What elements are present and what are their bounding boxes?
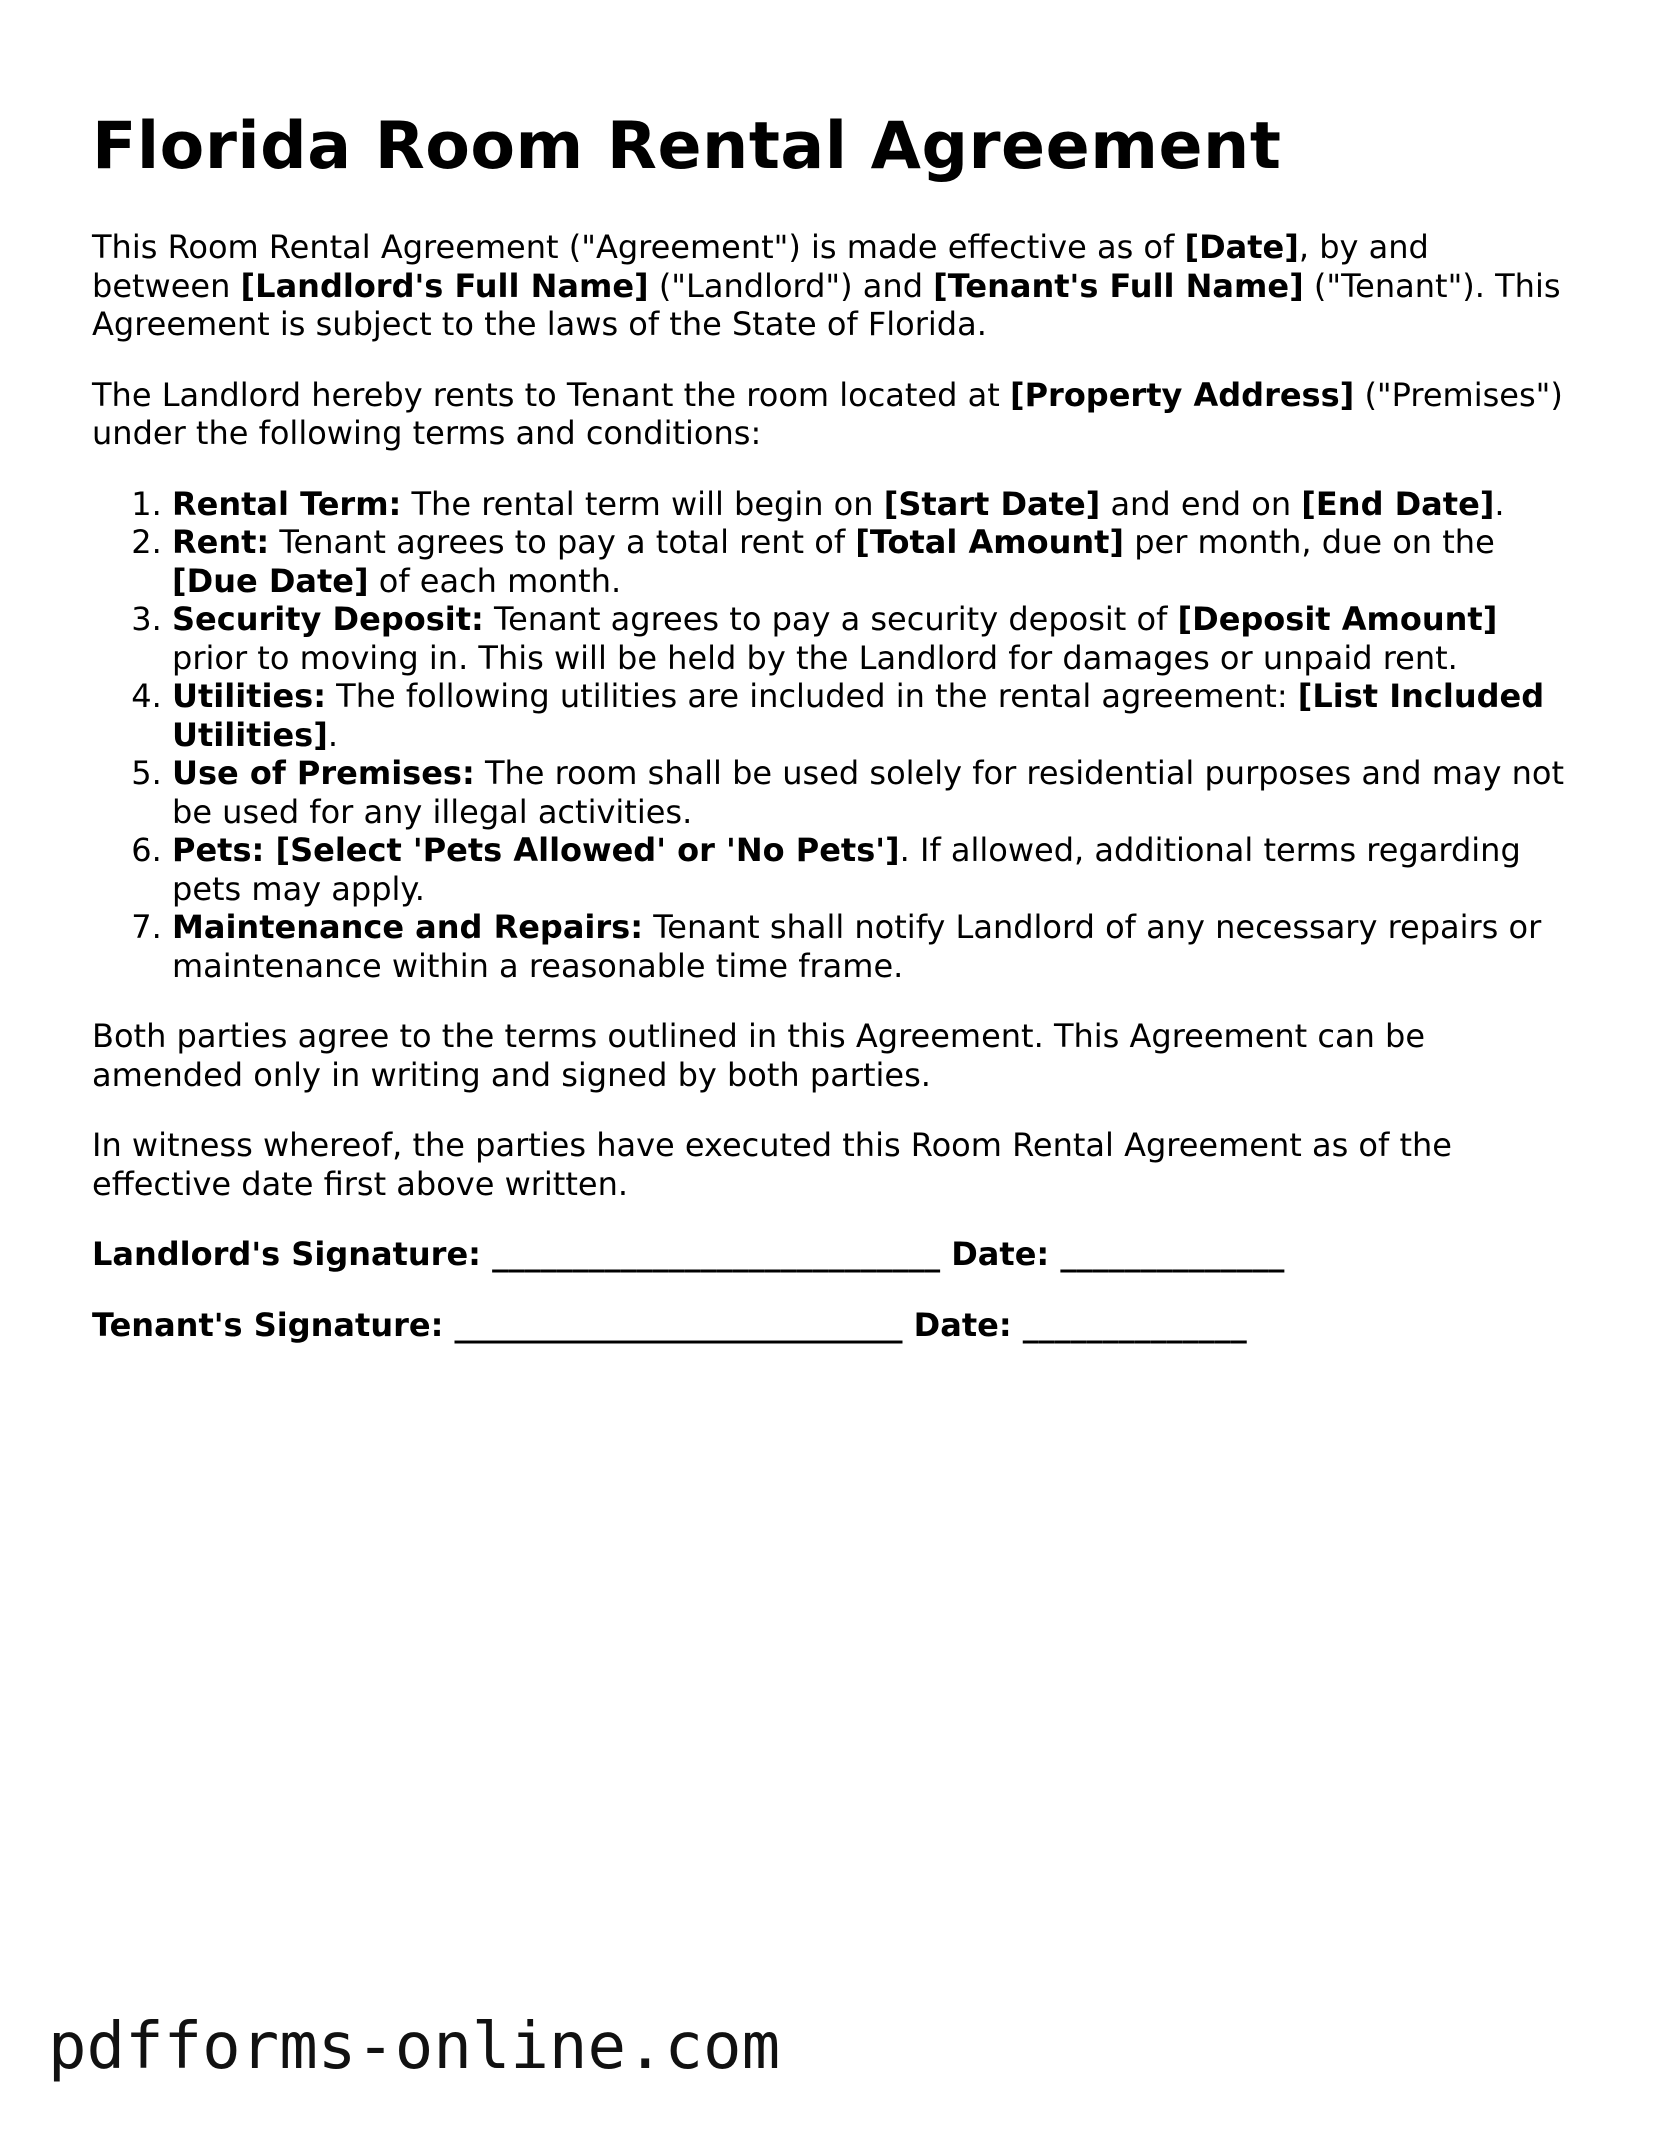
term-text: prior to moving in. This will be held by the Landlord for damages or unpaid rent. xyxy=(172,638,1458,677)
term-label: Rental Term: xyxy=(172,484,402,523)
term-text: The rental term will begin on xyxy=(401,484,884,523)
document-title: Florida Room Rental Agreement xyxy=(92,109,1282,184)
term-label: Security Deposit: xyxy=(172,600,484,638)
landlord-name-placeholder: [Landlord's Full Name] xyxy=(240,266,649,305)
tenant-signature-line: Tenant's Signature: ____________________________ Date: ______________ xyxy=(92,1305,1247,1344)
landlord-signature-line: Landlord's Signature: ____________________________ Date: ______________ xyxy=(92,1235,1285,1273)
due-date-placeholder: [Due Date] xyxy=(172,561,369,600)
term-item-utilities xyxy=(172,677,1572,754)
term-text: per month, due on the xyxy=(1124,523,1495,561)
witness-paragraph: In witness whereof, the parties have executed this Room Rental Agreement as of the effective date first above written. xyxy=(92,1126,1452,1203)
intro-text: This Room Rental Agreement ("Agreement") is made effective as of xyxy=(92,228,1185,266)
term-text: . If allowed, additional terms regarding pets may apply. xyxy=(172,831,1521,908)
intro-text: ("Tenant"). This Agreement is subject to the laws of the State of Florida. xyxy=(92,266,1561,343)
term-text: and end on xyxy=(1100,484,1302,523)
term-label: Rent: xyxy=(172,523,270,561)
premises-text: ("Premises") under the following terms and conditions: xyxy=(92,375,1563,452)
premises-text: The Landlord hereby rents to Tenant the room located at xyxy=(92,375,1010,414)
tenant-name-placeholder: [Tenant's Full Name] xyxy=(933,266,1304,305)
term-item-pets xyxy=(172,831,1572,908)
term-item-use-of-premises xyxy=(172,754,1572,831)
term-item-security-deposit xyxy=(172,600,1572,677)
footer-watermark: pdfforms-online.com xyxy=(48,2010,781,2084)
term-label: Use of Premises: xyxy=(172,754,475,792)
term-item-rent xyxy=(172,523,1572,600)
deposit-amount-placeholder: [Deposit Amount] xyxy=(1177,600,1498,638)
total-amount-placeholder: [Total Amount] xyxy=(855,523,1125,561)
term-label: Pets: [Select 'Pets Allowed' or 'No Pets'] xyxy=(172,831,900,869)
term-label: Utilities: xyxy=(172,677,326,715)
term-item-rental-term xyxy=(172,485,1572,524)
term-text: Tenant agrees to pay a total rent of xyxy=(269,523,856,561)
term-text: The room shall be used solely for residential purposes and may not be used for any illegal activities. xyxy=(172,754,1564,831)
intro-text: ("Landlord") and xyxy=(648,266,934,305)
term-text: Tenant shall notify Landlord of any necessary repairs or maintenance within a reasonable time frame. xyxy=(172,908,1542,985)
property-address-placeholder: [Property Address] xyxy=(1009,375,1355,414)
utilities-placeholder: [List Included Utilities] xyxy=(172,677,1545,754)
term-item-maintenance xyxy=(172,908,1572,985)
premises-paragraph xyxy=(92,376,1572,453)
term-text: of each month. xyxy=(368,561,622,600)
agreement-paragraph: Both parties agree to the terms outlined in this Agreement. This Agreement can be amended only in writing and signed by both parties. xyxy=(92,1017,1426,1094)
term-text: . xyxy=(1494,484,1505,523)
term-text: . xyxy=(327,715,338,754)
terms-list xyxy=(92,485,1572,986)
intro-text: , by and between xyxy=(92,228,1429,305)
date-placeholder: [Date] xyxy=(1184,228,1299,266)
term-text: The following utilities are included in the rental agreement: xyxy=(326,677,1298,715)
end-date-placeholder: [End Date] xyxy=(1301,484,1495,523)
intro-paragraph xyxy=(92,228,1572,344)
term-label: Maintenance and Repairs: xyxy=(172,908,644,946)
term-text: Tenant agrees to pay a security deposit of xyxy=(483,600,1178,638)
document-page xyxy=(92,108,1572,1376)
start-date-placeholder: [Start Date] xyxy=(883,484,1101,523)
